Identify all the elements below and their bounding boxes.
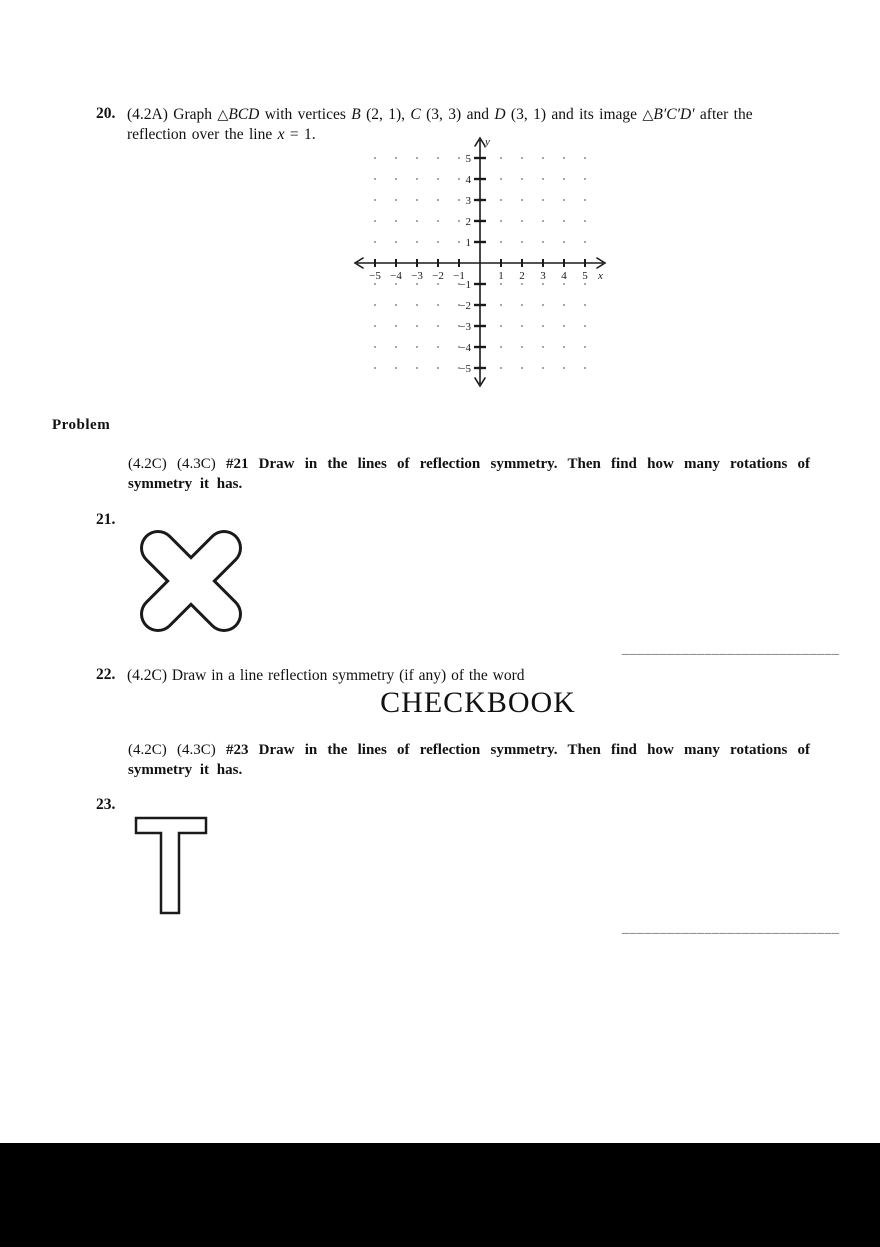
svg-text:4: 4	[561, 270, 567, 282]
svg-text:2: 2	[465, 216, 471, 228]
instruction-23-line1: (4.2C) (4.3C) #23 Draw in the lines of reflection symmetry. Then find how many rotations of	[128, 742, 810, 758]
instruction-23-line2: symmetry it has.	[128, 762, 243, 778]
problem-21-number: 21.	[96, 511, 116, 528]
x-shape-figure	[134, 523, 248, 639]
instruction-21-line2: symmetry it has.	[128, 476, 243, 492]
svg-text:3: 3	[540, 270, 546, 282]
instruction-21	[128, 454, 810, 494]
instruction-21-line1: (4.2C) (4.3C) #21 Draw in the lines of reflection symmetry. Then find how many rotations of	[128, 456, 810, 472]
problem-22-text: (4.2C) Draw in a line reflection symmetry (if any) of the word	[127, 667, 525, 684]
svg-text:−2: −2	[459, 300, 471, 312]
svg-text:3: 3	[465, 195, 471, 207]
problem-heading: Problem	[52, 417, 111, 433]
instruction-23	[128, 740, 810, 780]
scan-bottom-black-bar	[0, 1143, 880, 1247]
svg-text:y: y	[485, 136, 490, 148]
triangle-symbol: △	[217, 107, 229, 123]
svg-text:−3: −3	[411, 270, 423, 282]
svg-text:−5: −5	[369, 270, 381, 282]
problem-20-number: 20.	[96, 105, 116, 122]
svg-text:−3: −3	[459, 321, 471, 333]
answer-blank-23: _____________________________	[622, 921, 840, 936]
coordinate-grid	[350, 134, 610, 392]
svg-text:1: 1	[498, 270, 504, 282]
letter-t-figure	[133, 813, 211, 917]
svg-text:5: 5	[582, 270, 588, 282]
problem-20-line2: reflection over the line x = 1.	[127, 126, 316, 143]
problem-22-number: 22.	[96, 666, 116, 683]
svg-text:1: 1	[465, 237, 471, 249]
letter-t-outline	[136, 818, 206, 913]
svg-text:−4: −4	[459, 342, 471, 354]
word-checkbook: CHECKBOOK	[380, 686, 576, 719]
problem-20-line1: (4.2A) Graph △BCD with vertices B (2, 1), C (3, 3) and D (3, 1) and its image △B′C′D′ after the	[127, 106, 753, 123]
svg-text:−1: −1	[453, 270, 465, 282]
svg-text:5: 5	[465, 153, 471, 165]
svg-text:4: 4	[465, 174, 471, 186]
triangle-symbol: △	[642, 107, 654, 123]
svg-text:2: 2	[519, 270, 525, 282]
x-shape-outline	[158, 548, 224, 614]
svg-text:−5: −5	[459, 363, 471, 375]
problem-23-number: 23.	[96, 796, 116, 813]
svg-text:−1: −1	[459, 279, 471, 291]
svg-text:x: x	[598, 270, 603, 282]
svg-text:−2: −2	[432, 270, 444, 282]
answer-blank-21: _____________________________	[622, 642, 840, 657]
svg-text:−4: −4	[390, 270, 402, 282]
